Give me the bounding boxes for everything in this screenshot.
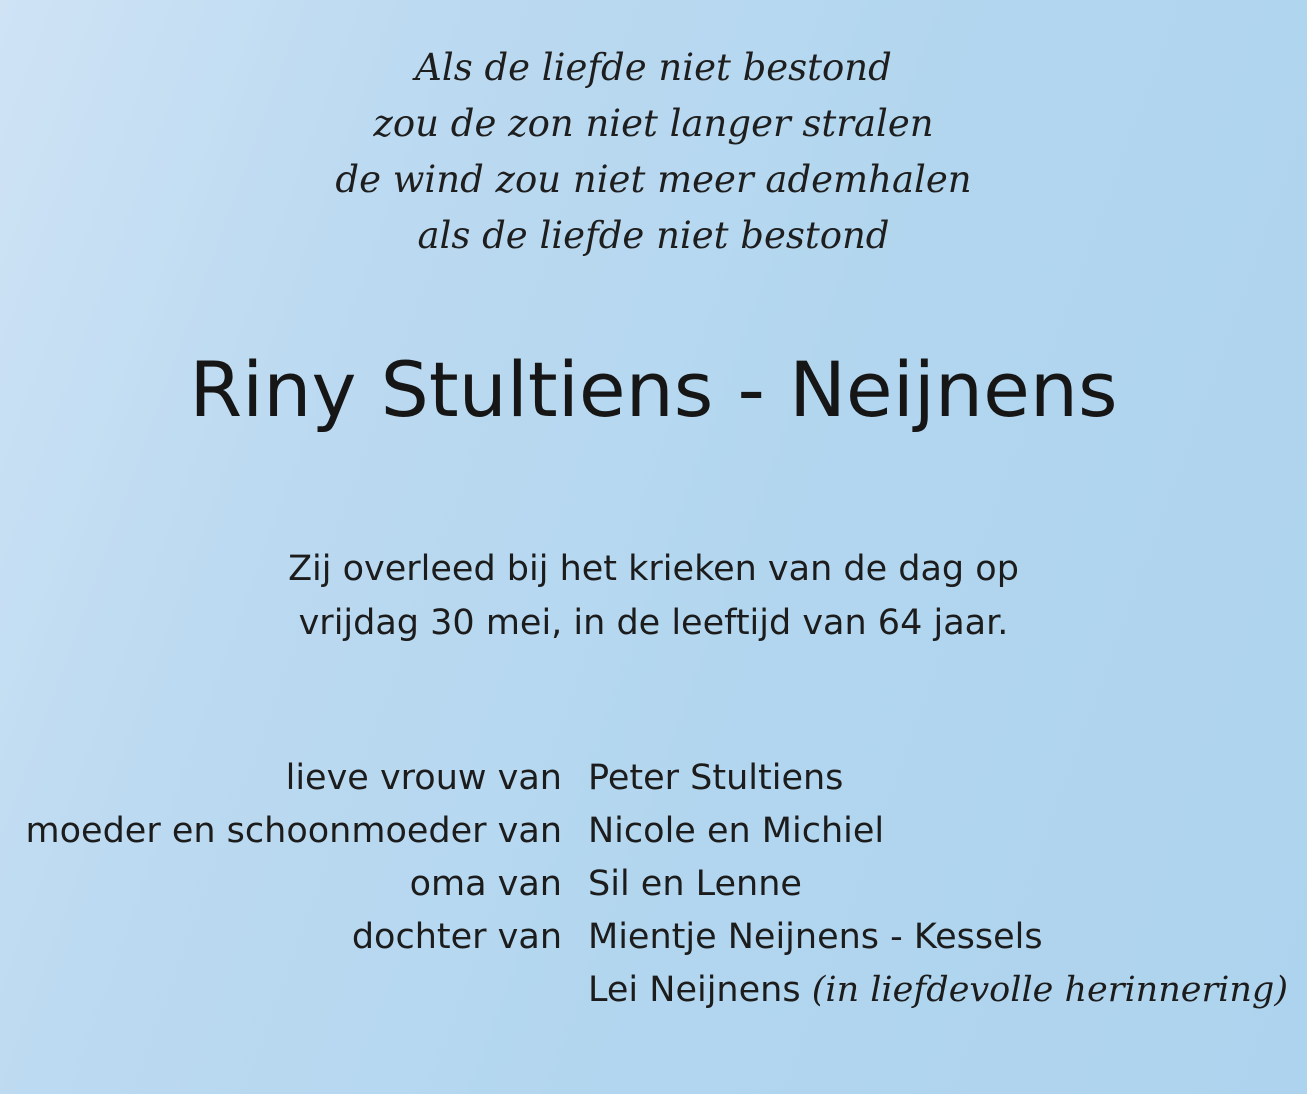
relation-value: Mientje Neijnens - Kessels [588,917,1043,957]
relations-list [0,752,1307,1017]
death-announcement [0,542,1307,650]
relation-label: dochter van [351,917,562,957]
relation-row [0,911,1307,964]
relation-row [0,752,1307,805]
relation-row [0,858,1307,911]
deceased-name: Riny Stultiens - Neijnens [189,345,1118,434]
poem-line: de wind zou niet meer ademhalen [335,158,972,201]
relation-label: lieve vrouw van [285,758,562,798]
relation-value: Sil en Lenne [588,864,802,904]
relation-value: Nicole en Michiel [588,811,885,851]
relation-value: Peter Stultiens [588,758,844,798]
poem-line: zou de zon niet langer stralen [373,102,934,145]
relation-row [0,805,1307,858]
poem [0,40,1307,264]
announcement-line: vrijdag 30 mei, in de leeftijd van 64 jaar. [298,603,1009,643]
relation-value-group [562,964,1288,1017]
announcement-line: Zij overleed bij het krieken van de dag op [288,549,1019,589]
poem-line: Als de liefde niet bestond [415,46,892,89]
relation-label [0,964,562,1017]
relation-value: Lei Neijnens [588,970,801,1010]
relation-note: (in liefdevolle herinnering) [811,970,1288,1010]
poem-line: als de liefde niet bestond [417,214,890,257]
relation-row [0,964,1307,1017]
relation-label: oma van [409,864,562,904]
relation-label: moeder en schoonmoeder van [25,811,562,851]
